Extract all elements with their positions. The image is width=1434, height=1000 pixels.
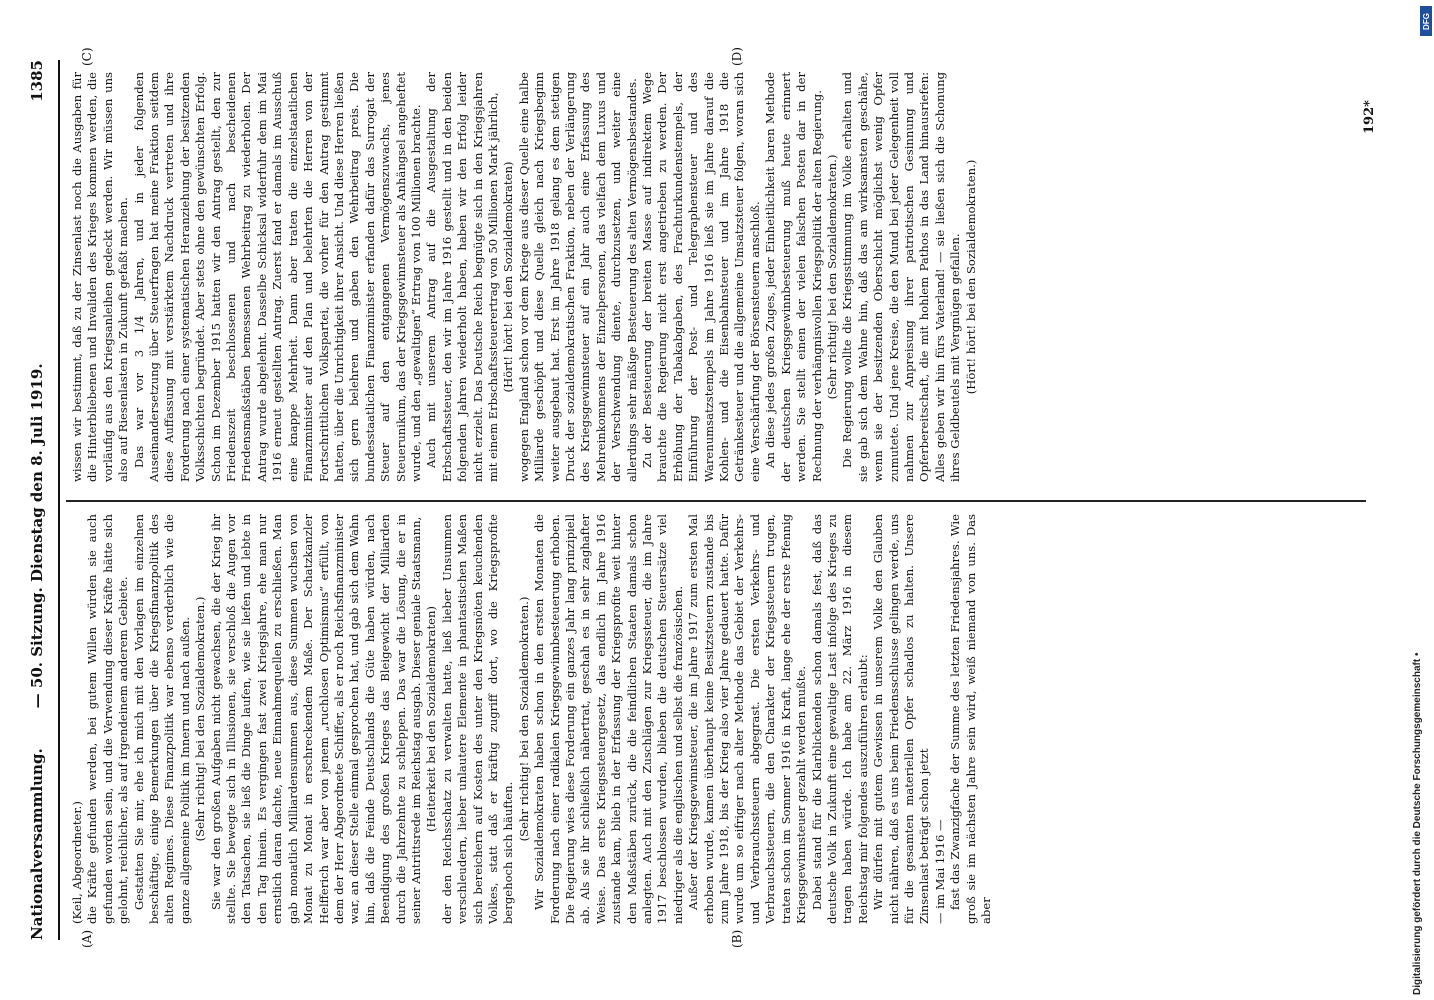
interjection: (Hört! hört! bei den Sozialdemokraten.) (963, 159, 978, 395)
dfg-logo (1420, 6, 1432, 36)
quote-date: — im Mai 1916 — (932, 819, 947, 924)
speaker-line: (Keil, Abgeordneter.) (70, 801, 84, 924)
header-rule (58, 60, 60, 940)
paragraph: Das war vor 3 1/4 Jahren, und in jeder folgenden Auseinandersetzung über Steuerfragen hat meine Fraktion seitdem diese Auffassung mit verstärktem Nachdruck vertreten und ihre Forderung nach einer systematischen Heranziehung der besitzenden Volksschichten begründet. Aber stets ohne den gewünschten Erfolg. Schon im Dezember 1915 hatten wir den Antrag gestellt, den zur Friedenszeit beschlossenen und nach bescheidenen Friedensmaßstäben bemessenen Wehrbeitrag zu wiederholen. Der Antrag wurde abgelehnt. Dasselbe Schicksal widerfuhr dem im Mai 1916 erneut gestellten Antrag. Zuerst fand er damals im Ausschuß eine knappe Mehrheit. Dann aber traten die einzelstaatlichen Finanzminister auf den Plan und belehrten die Herren von der Fortschrittlichen Volkspartei, die vorher für den Antrag gestimmt hatten, über die Unrichtigkeit ihrer Ansicht. Und diese Herren ließen sich gern belehren und gaben den Wehrbeitrag preis. Die bundesstaatlichen Finanzminister erfanden dafür das Surrogat der Steuer auf den entgangenen Vermögenszuwachs, jenes Steuerunikum, das der Kriegsgewinnsteuer als Anhängsel angeheftet wurde, und den „gewaltigen“ Ertrag von 100 Millionen brachte. (131, 72, 423, 482)
paragraph: Gestatten Sie mir, ehe ich mich mit den Vorlagen im einzelnen beschäftige, einige Bemerkungen über die Kriegsfinanzpolitik des alten Regimes. Diese Finanzpolitik war ebenso verderblich wie die ganze allgemeine Politik im Innern und nach außen. (131, 514, 192, 924)
header-title: Nationalversammlung. (28, 748, 46, 940)
paragraph: An diese jedes großen Zuges, jeder Einheitlichkeit baren Methode der deutschen Kriegsgewinnbesteuerung muß heute erinnert werden. Sie stellt einen der vielen falschen Posten dar in der Rechnung der verhängnisvollen Kriegspolitik der alten Regierung. (763, 72, 824, 482)
signature-mark: 192* (1362, 100, 1377, 134)
credit-text: Digitalisierung gefördert durch die Deutsche Forschungsgemeinschaft • (1412, 652, 1423, 995)
paragraph: Auch mit unserem Antrag auf die Ausgestaltung der Erbschaftssteuer, den wir im Jahre 1916 gestellt und in den beiden folgenden Jahren wiederholt haben, haben wir den Erfolg leider nicht erzielt. Das Deutsche Reich begnügte sich in den Kriegsjahren mit einem Erbschaftssteuerertrag von 50 Millionen Mark jährlich, (424, 72, 500, 482)
interjection: (Sehr richtig! bei den Sozialdemokraten.) (193, 596, 208, 842)
column-rule (66, 501, 1366, 503)
paragraph: Dabei stand für die Klarblickenden schon damals fest, daß das deutsche Volk in Zukunft eine gewaltige Last infolge des Krieges zu tragen haben würde. Ich habe am 22. März 1916 in diesem Reichstag mir folgendes auszuführen erlaubt: (809, 514, 870, 924)
interjection: (Heiterkeit bei den Sozialdemokraten) (424, 606, 439, 832)
header-session-date: — 50. Sitzung. Dienstag den 8. Juli 1919. (28, 363, 46, 709)
interjection: (Sehr richtig! bei den Sozialdemokraten.) (824, 154, 839, 400)
margin-mark-d: (D) (730, 47, 744, 66)
interjection: (Sehr richtig! bei den Sozialdemokraten.) (516, 596, 531, 842)
margin-mark-a: (A) (80, 929, 94, 948)
left-column (70, 514, 994, 924)
paragraph: Sie war den großen Aufgaben nicht gewachsen, die der Krieg ihr stellte. Sie bewegte sich in Illusionen, sie verschloß die Augen vor den Tatsachen, sie ließ die Dinge laufen, wie sie liefen und lebte in den Tag hinein. Es vergingen fast zwei Kriegsjahre, ehe man nur ernstlich daran dachte, neue Einnahmequellen zu erschließen. Man gab monatlich Milliardensummen aus, diese Summen wuchsen von Monat zu Monat in erschreckendem Maße. Der Schatzkanzler Helfferich war aber von jenem „ruchlosen Optimismus“ erfüllt, von dem der Herr Abgeordnete Schiffer, als er noch Reichsfinanzminister war, an dieser Stelle einmal gesprochen hat, und gab sich dem Wahn hin, daß die Feinde Deutschlands die Güte haben würden, nach Beendigung des großen Krieges das Bleigewicht der Milliarden durch die Jahrzehnte zu schleppen. Das war die Lösung, die er in seiner Antrittsrede im Reichstag ausgab. Dieser geniale Staatsmann, (208, 514, 423, 924)
digitization-credit (1410, 0, 1434, 1000)
paragraph: wogegen England schon vor dem Kriege aus dieser Quelle eine halbe Milliarde geschöpft und diese Quelle gleich nach Kriegsbeginn weiter ausgebaut hat. Erst im Jahre 1918 gelang es dem stetigen Druck der sozialdemokratischen Fraktion, neben der Verlängerung des Kriegsgewinnsteuer auf ein Jahr auch eine Erfassung des Mehreinkommens der Einzelpersonen, das vielfach dem Luxus und der Verschwendung diente, durchzusetzen, und weiter eine allerdings sehr mäßige Besteuerung des alten Vermögensbestandes. (516, 72, 639, 482)
page-header (22, 60, 52, 940)
right-column (70, 72, 979, 482)
dfg-logo-text: DFG (1421, 12, 1431, 30)
paragraph: Zu der Besteuerung der breiten Masse auf indirektem Wege brauchte die Regierung nicht erst angetrieben zu werden. Der Erhöhung der Tabakabgaben, des Frachturkundenstempels, der Einführung der Post- und Telegraphensteuer und des Warenumsatzstempels im Jahre 1916 ließ sie im Jahre darauf die Kohlen- und die Eisenbahnsteuer und im Jahre 1918 die Getränkesteuer und die allgemeine Umsatzsteuer folgen, woran sich eine Verschärfung der Börsensteuern anschloß. (640, 72, 762, 482)
paragraph: Die Regierung wollte die Kriegsstimmung im Volke erhalten und sie gab sich dem Wahne hin, daß das am wirksamsten geschähe, wenn sie der besitzenden Oberschicht möglichst wenig Opfer zumutete. Und jene Kreise, die den Mund bei jeder Gelegenheit voll nahmen zur Anpreisung ihrer patriotischen Gesinnung und Opferbereitschaft, die mit hohlem Pathos in das Land hinausriefen: Alles geben wir hin fürs Vaterland! — sie ließen sich die Schonung ihres Geldbeutels mit Vergnügen gefallen. (840, 72, 963, 482)
interjection: (Hört! hört! bei den Sozialdemokraten) (501, 161, 516, 393)
quote-paragraph: Wir dürfen mit gutem Gewissen in unserem Volke den Glauben nicht nähren, daß es uns beim Friedensschlusse gelingen werde, uns für die gesamten materiellen Opfer schadlos zu halten. Unsere Zinsenlast beträgt schon jetzt (871, 514, 932, 924)
header-page-number: 1385 (28, 60, 46, 102)
paragraph: Außer der Kriegsgewinnsteuer, die im Jahre 1917 zum ersten Mal erhoben wurde, kamen überhaupt keine Besitzsteuern zustande bis zum Jahre 1918, bis der Krieg also vier Jahre gedauert hatte. Dafür wurde um so eifriger nach alter Methode das Gebiet der Verkehrs- und Verbrauchssteuern abgegrast. Die ersten Verkehrs- und Verbrauchssteuern, die den Charakter der Kriegssteuern trugen, traten schon im Sommer 1916 in Kraft, lange ehe der erste Pfennig Kriegsgewinnsteuer gezahlt werden mußte. (686, 514, 809, 924)
paragraph: die Kräfte gefunden werden, bei gutem Willen würden sie auch gefunden worden sein, und die Verwendung dieser Kräfte hätte sich gelohnt, reichlicher, als auf irgendeinem anderem Gebiete. (85, 514, 131, 924)
paragraph: der den Reichsschatz zu verwalten hatte, ließ lieber Unsummen verschleudern, lieber unlautere Elemente in phantastischen Maßen sich bereichern auf Kosten des unter den Kriegsnöten keuchenden Volkes, statt daß er kräftig zugriff dort, wo die Kriegsprofite bergehoch sich häuften. (439, 514, 516, 924)
margin-mark-c: (C) (80, 47, 94, 66)
quote-paragraph: fast das Zwanzigfache der Summe des letzten Friedensjahres. Wie groß sie im nächsten Jahre sein wird, weiß niemand von uns. Das aber (948, 514, 993, 924)
paragraph: Wir Sozialdemokraten haben schon in den ersten Monaten die Forderung nach einer radikalen Kriegsgewinnbesteuerung erhoben. Die Regierung wies diese Forderung ein ganzes Jahr lang prinzipiell ab. Als sie ihr schließlich nähertrat, geschah es in sehr zaghafter Weise. Das erste Kriegssteuergesetz, das endlich im Jahre 1916 zustande kam, blieb in der Erfassung der Kriegsprofite weit hinter den Maßstäben zurück, die die feindlichen Staaten damals schon anlegten. Auch mit den Zuschlägen zur Kriegssteuer, die im Jahre 1917 beschlossen wurden, blieben die deutschen Steuersätze viel niedriger als die englischen und selbst die französischen. (532, 514, 685, 924)
paragraph: wissen wir bestimmt, daß zu der Zinsenlast noch die Ausgaben für die Hinterbliebenen und Invaliden des Krieges kommen werden, die vorläufig aus den Kriegsanleihen gedeckt werden. Wir müssen uns also auf Riesenlasten in Zukunft gefaßt machen. (70, 72, 131, 482)
margin-mark-b: (B) (730, 929, 744, 948)
